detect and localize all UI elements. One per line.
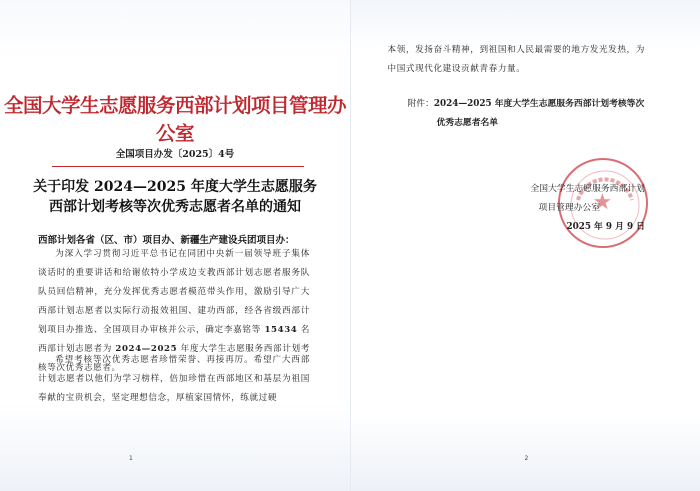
continued-line-1: 本领，发扬奋斗精神，到祖国和人民最需要的地方发光发热，为 <box>387 45 645 55</box>
page-number: 1 <box>129 455 133 462</box>
title-line-2: 西部计划考核等次优秀志愿者名单的通知 <box>49 199 301 215</box>
attachment-label: 附件： <box>407 99 434 109</box>
signature-org-line-2: 项目管理办公室 <box>538 203 601 213</box>
attachment-title-line-2: 优秀志愿者名单 <box>436 118 499 128</box>
paragraph-1-text-c: 年度大学生志愿服务西部计划考核等次优秀志愿者。 <box>38 344 310 373</box>
signature-date: 2025 年 9 月 9 日 <box>566 222 645 232</box>
page-number: 2 <box>524 455 529 462</box>
continued-paragraph <box>388 41 663 79</box>
award-years: 2024—2025 <box>115 344 178 354</box>
signature-block <box>531 180 671 237</box>
title-line-1: 关于印发 2024—2025 年度大学生志愿服务 <box>33 179 317 195</box>
continued-line-2: 中国式现代化建设贡献青春力量。 <box>387 64 526 74</box>
volunteer-count: 15434 <box>264 325 298 335</box>
issuing-org-header: 全国大学生志愿服务西部计划项目管理办公室 <box>3 94 346 145</box>
paragraph-2-text: 希望考核等次优秀志愿者珍惜荣誉、再接再厉。希望广大西部计划志愿者以他们为学习榜样，倍加珍惜在西部地区和基层为祖国奉献的宝贵机会，坚定理想信念，厚植家国情怀，练就过硬 <box>38 355 310 403</box>
seal-star-icon: ★ <box>592 190 613 215</box>
red-divider <box>52 166 304 167</box>
page-2 <box>351 0 700 491</box>
attachment-note <box>408 95 668 133</box>
addressee: 西部计划各省（区、市）项目办、新疆生产建设兵团项目办： <box>38 235 295 246</box>
signature-org-line-1: 全国大学生志愿服务西部计划 <box>530 184 645 194</box>
paragraph-1-text-a: 为深入学习贯彻习近平总书记在同团中央新一届领导班子集体谈话时的重要讲话和给谢依特小学成边支教西部计划志愿者服务队队员回信精神，充分发挥优秀志愿者模范带头作用，激励引导广大西部计划志愿者以实际行动报效祖国、建功西部，经各省级西部计划项目办推选、全国项目办审核并公示，确定李嘉铭等 <box>38 249 310 335</box>
document-title <box>0 177 350 217</box>
body-paragraph-2 <box>38 351 310 408</box>
paragraph-1-text-b: 名西部计划志愿者为 <box>38 325 310 354</box>
attachment-title-line-1: 2024—2025 年度大学生志愿服务西部计划考核等次 <box>433 99 645 109</box>
document-number: 全国项目办发〔2025〕4号 <box>115 149 235 160</box>
